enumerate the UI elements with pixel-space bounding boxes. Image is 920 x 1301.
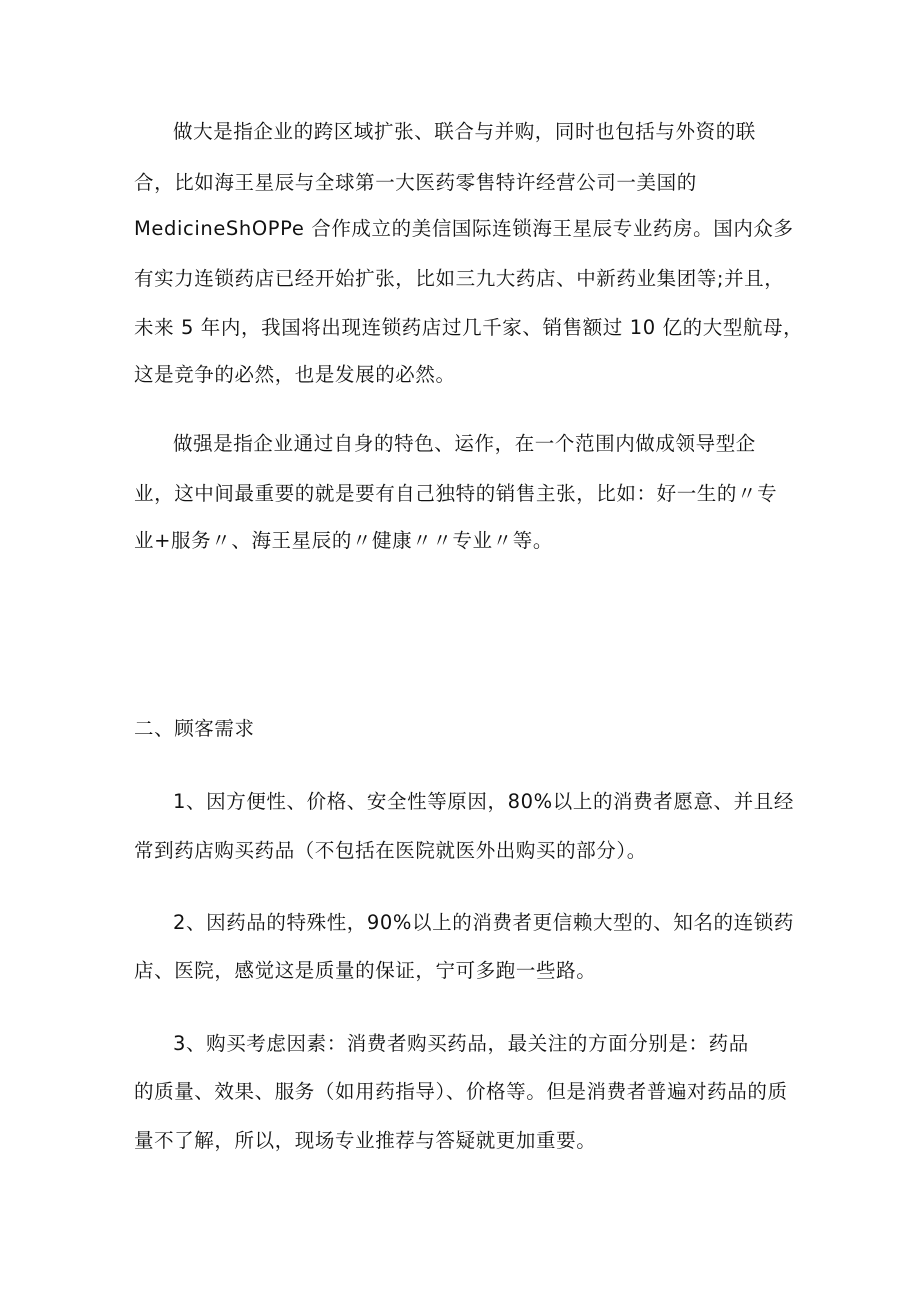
section-heading: 二、顾客需求 xyxy=(134,717,255,740)
para1-line-2: 合，比如海王星辰与全球第一大医药零售特许经营公司一美国的 xyxy=(134,171,697,194)
para2-line-1: 做强是指企业通过自身的特色、运作，在一个范围内做成领导型企 xyxy=(173,432,756,455)
para1-line-1: 做大是指企业的跨区域扩张、联合与并购，同时也包括与外资的联 xyxy=(173,120,756,143)
item3-line-1: 3、购买考虑因素：消费者购买药品，最关注的方面分别是：药品 xyxy=(173,1032,749,1055)
item2-line-1: 2、因药品的特殊性，90%以上的消费者更信赖大型的、知名的连锁药 xyxy=(173,911,794,934)
item2-line-2: 店、医院，感觉这是质量的保证，宁可多跑一些路。 xyxy=(134,959,597,982)
para2-line-3: 业+服务〃、海王星辰的〃健康〃〃专业〃等。 xyxy=(134,529,553,552)
para1-line-4: 有实力连锁药店已经开始扩张，比如三九大药店、中新药业集团等;并且， xyxy=(134,267,785,290)
item1-line-1: 1、因方便性、价格、安全性等原因，80%以上的消费者愿意、并且经 xyxy=(173,790,794,813)
item1-line-2: 常到药店购买药品（不包括在医院就医外出购买的部分）。 xyxy=(134,839,647,862)
item3-line-2: 的质量、效果、服务（如用药指导）、价格等。但是消费者普遍对药品的质 xyxy=(134,1080,788,1103)
para2-line-2: 业，这中间最重要的就是要有自己独特的销售主张，比如：好一生的〃专 xyxy=(134,482,778,505)
para1-line-3: MedicineShOPPe 合作成立的美信国际连锁海王星辰专业药房。国内众多 xyxy=(134,217,794,240)
para1-line-6: 这是竞争的必然，也是发展的必然。 xyxy=(134,363,456,386)
item3-line-3: 量不了解，所以，现场专业推荐与答疑就更加重要。 xyxy=(134,1129,597,1152)
para1-line-5: 未来 5 年内，我国将出现连锁药店过几千家、销售额过 10 亿的大型航母， xyxy=(134,316,804,339)
